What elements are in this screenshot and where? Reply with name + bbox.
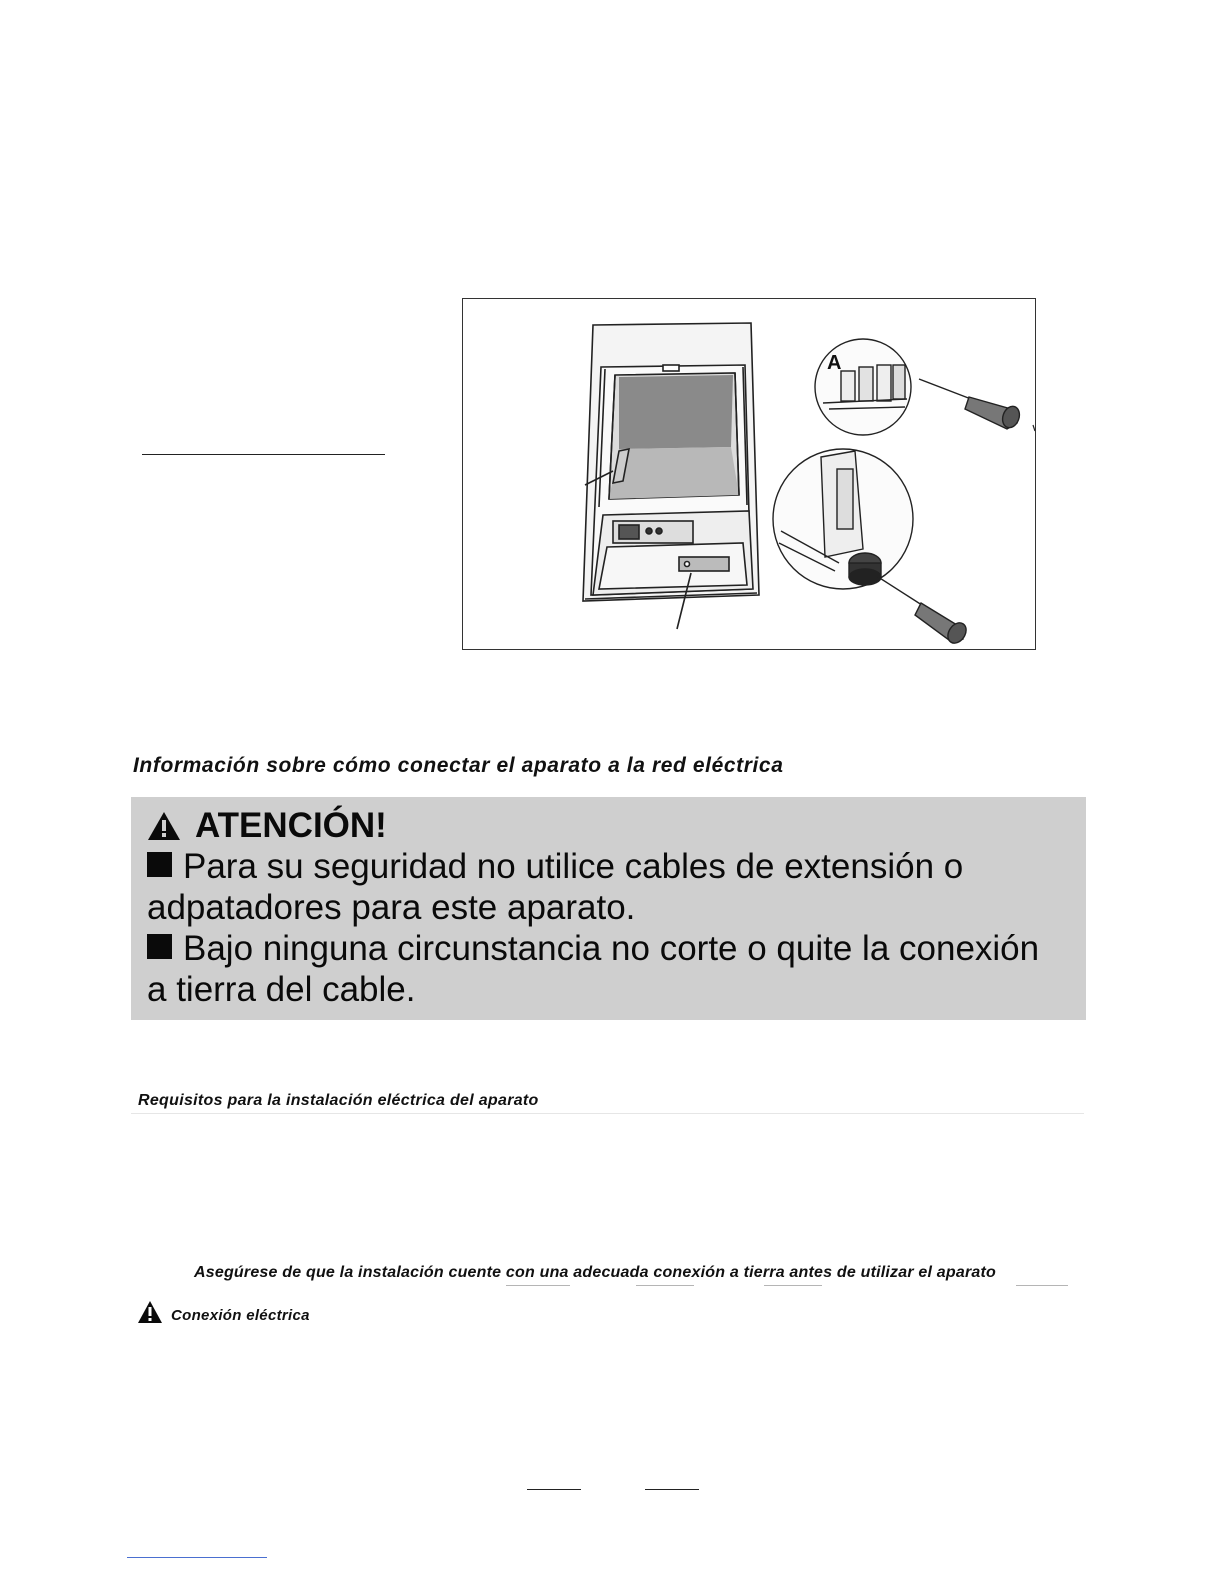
warning-title-row: [147, 805, 1086, 846]
underline-1: [506, 1285, 570, 1286]
adjustment-screwdriver-icon: [875, 575, 970, 647]
warning-bullet-1: [147, 846, 1086, 887]
bullet-square-icon: [147, 934, 172, 959]
dishwasher-open-door: [583, 323, 759, 629]
electrical-connection-label: [137, 1300, 310, 1324]
dishwasher-illustration: [463, 299, 1035, 649]
electrical-connection-text: Conexión eléctrica: [171, 1307, 310, 1324]
warning-text-2: adpatadores para este aparato.: [147, 888, 636, 927]
callout-label-a: A: [827, 352, 842, 374]
warning-bullet-2: [147, 928, 1086, 969]
grounding-notice: Asegúrese de que la instalación cuente con una adecuada conexión a tierra antes de utilizar el aparato: [194, 1264, 996, 1281]
section-heading: Información sobre cómo conectar el aparato a la red eléctrica: [133, 754, 784, 777]
bottom-rule-2: [645, 1489, 699, 1490]
warning-text-1: Para su seguridad no utilice cables de extensión o: [183, 847, 964, 886]
warning-triangle-icon: [147, 811, 181, 841]
warning-text-4: a tierra del cable.: [147, 970, 416, 1009]
warning-title: ATENCIÓN!: [195, 806, 387, 845]
bottom-link-rule: [127, 1557, 267, 1558]
warning-text-3: Bajo ninguna circunstancia no corte o quite la conexión: [183, 929, 1040, 968]
requirements-heading: Requisitos para la instalación eléctrica del aparato: [138, 1092, 539, 1109]
underline-4: [1016, 1285, 1068, 1286]
installation-figure: [462, 298, 1036, 650]
bullet-square-icon: [147, 852, 172, 877]
left-divider-line: [142, 454, 385, 455]
requirements-divider: [131, 1113, 1084, 1114]
adjustment-foot-detail: [773, 449, 913, 589]
underline-2: [636, 1285, 694, 1286]
screwdriver-icon: [919, 379, 1022, 430]
underline-3: [764, 1285, 822, 1286]
warning-triangle-icon: [137, 1300, 163, 1324]
bottom-rule-1: [527, 1489, 581, 1490]
warning-box: [131, 797, 1086, 1020]
